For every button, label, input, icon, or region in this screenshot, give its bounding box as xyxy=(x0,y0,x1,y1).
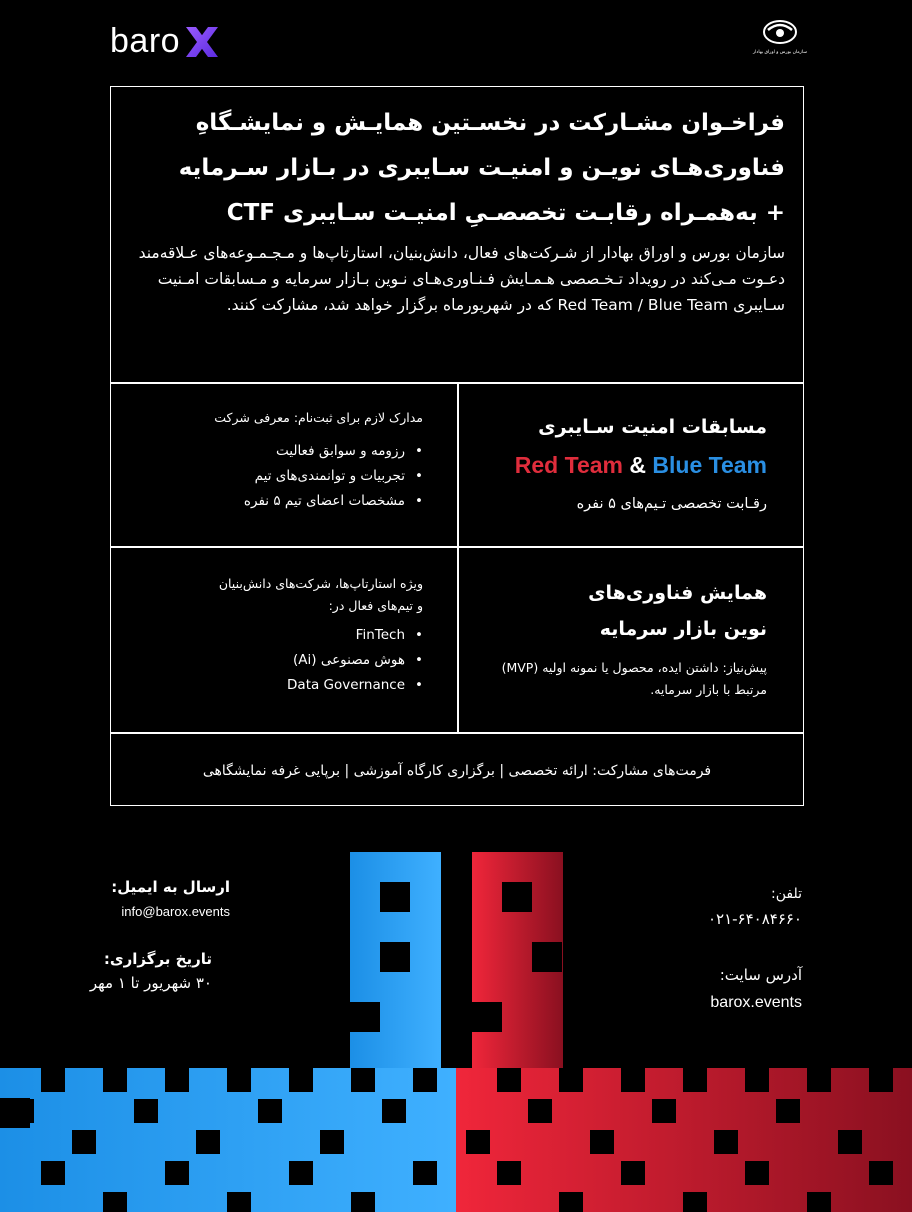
phone-block xyxy=(708,886,802,928)
pixel-block xyxy=(41,1068,65,1092)
list-item: • مشخصات اعضای تیم ۵ نفره xyxy=(129,489,423,514)
pixel-block xyxy=(196,1130,220,1154)
pixel-block xyxy=(289,1161,313,1185)
participation-formats: فرمت‌های مشارکت: ارائه تخصصی | برگزاری کارگاه آموزشی | برپایی غرفه نمایشگاهی xyxy=(202,763,712,779)
divider xyxy=(111,732,803,734)
seal-text: سازمان بورس و اوراق بهادار xyxy=(752,50,807,55)
pixel-block xyxy=(559,1192,583,1212)
info-box xyxy=(110,86,804,806)
pixel-block xyxy=(103,1192,127,1212)
pixel-block xyxy=(380,882,410,912)
pixel-block xyxy=(380,942,410,972)
pixel-block xyxy=(165,1161,189,1185)
red-team-label: Red Team xyxy=(514,452,623,478)
pixel-block xyxy=(472,1002,502,1032)
pixel-block xyxy=(714,1130,738,1154)
list-item: • رزومه و سوابق فعالیت xyxy=(129,439,423,464)
audience-list xyxy=(211,623,423,698)
conference-audience-cell xyxy=(211,573,423,698)
requirements-heading: مدارک لازم برای ثبت‌نام: معرفی شرکت xyxy=(214,410,423,425)
email-label: ارسال به ایمیل: xyxy=(111,878,230,896)
pixel-block xyxy=(776,1099,800,1123)
email-block xyxy=(111,878,230,919)
pixel-block xyxy=(227,1192,251,1212)
barox-logo xyxy=(110,22,220,61)
requirements-list xyxy=(129,439,423,514)
red-blue-team-label xyxy=(473,445,767,485)
ampersand: & xyxy=(629,452,646,478)
phone-label: تلفن: xyxy=(771,886,802,902)
ctf-cell xyxy=(473,409,767,517)
seal-emblem-icon xyxy=(760,18,800,46)
pixel-block xyxy=(134,1099,158,1123)
list-item: • تجربیات و توانمندی‌های تیم xyxy=(129,464,423,489)
pixel-block xyxy=(10,1099,34,1123)
pixel-block xyxy=(683,1192,707,1212)
pixel-block xyxy=(652,1099,676,1123)
pixel-block xyxy=(621,1068,645,1092)
pixel-block xyxy=(528,1099,552,1123)
pixel-block xyxy=(502,882,532,912)
pixel-block xyxy=(72,1130,96,1154)
pixel-block xyxy=(258,1099,282,1123)
email-link[interactable]: info@barox.events xyxy=(121,904,230,919)
pixel-block xyxy=(413,1068,437,1092)
pixel-block xyxy=(382,1099,406,1123)
pixel-block xyxy=(807,1192,831,1212)
ctf-title: مسابقات امنیت سـایبری xyxy=(538,416,767,438)
site-block xyxy=(710,966,802,1012)
pixel-block xyxy=(350,1002,380,1032)
conference-title-line-1: همایش فناوری‌های xyxy=(588,582,767,604)
pixel-block xyxy=(320,1130,344,1154)
list-item: • Data Governance xyxy=(211,673,423,698)
pixel-block xyxy=(466,1130,490,1154)
pixel-block xyxy=(497,1161,521,1185)
list-item: • هوش مصنوعی (Ai) xyxy=(211,648,423,673)
list-item: • FinTech xyxy=(211,623,423,648)
pixel-block xyxy=(559,1068,583,1092)
exchange-seal xyxy=(752,18,808,55)
phone-number[interactable]: ۰۲۱-۶۴۰۸۴۶۶۰ xyxy=(707,910,802,928)
date-block xyxy=(90,950,212,992)
pixel-block xyxy=(227,1068,251,1092)
pixel-block xyxy=(683,1068,707,1092)
pixel-block xyxy=(497,1068,521,1092)
pixel-block xyxy=(351,1068,375,1092)
conference-title-line-2: نوین بازار سرمایه xyxy=(599,618,767,640)
pixel-block xyxy=(869,1068,893,1092)
logo-x-icon xyxy=(184,25,220,59)
intro-section xyxy=(129,101,785,318)
date-label: تاریخ برگزاری: xyxy=(103,950,212,968)
red-pixel-tower xyxy=(456,852,912,1212)
site-label: آدرس سایت: xyxy=(719,966,802,984)
ctf-requirements-cell xyxy=(129,407,423,514)
headline-line-1: فراخـوان مشـارکت در نخسـتین همایـش و نمایشـگاهِ xyxy=(195,110,785,136)
pixel-block xyxy=(745,1161,769,1185)
headline-line-3: + به‌همـراه رقابـت تخصصـیِ امنیـت سـایبری CTF xyxy=(226,200,785,226)
logo-text: baro xyxy=(110,22,181,60)
headline-line-2: فناوری‌هـای نویـن و امنیـت سـایبری در بـازار سـرمایه xyxy=(178,155,785,181)
ctf-subtitle: رقـابت تخصصی تـیم‌های ۵ نفره xyxy=(576,496,767,512)
pixel-block xyxy=(532,942,562,972)
conference-prereq: پیش‌نیاز: داشتن ایده، محصول یا نمونه اولیه (MVP) مرتبط با بازار سرمایه. xyxy=(501,660,767,697)
pixel-block xyxy=(838,1130,862,1154)
intro-paragraph: سازمان بورس و اوراق بهادار از شـرکت‌های فعال، دانش‌بنیان، استارتاپ‌ها و مـجـمـوعه‌های عـلاقه‌مند دعـوت مـی‌کند در رویداد تـخـصصی هـمـایش فـنـاوری‌هـای نـوین بـازار سرمایه و مـسابقات امـنیت سـایبری Red Team / Blue Team که در شهریورماه برگزار خواهد شد، مشارکت کنند. xyxy=(138,244,785,314)
site-link[interactable]: barox.events xyxy=(710,994,802,1011)
event-date: ۳۰ شهریور تا ۱ مهر xyxy=(89,974,212,992)
audience-heading: ویژه استارتاپ‌ها، شرکت‌های دانش‌بنیان و تیم‌های فعال در: xyxy=(218,576,423,613)
pixel-block xyxy=(103,1068,127,1092)
pixel-block xyxy=(869,1161,893,1185)
divider xyxy=(457,382,459,732)
pixel-block xyxy=(351,1192,375,1212)
pixel-block xyxy=(807,1068,831,1092)
pixel-block xyxy=(590,1130,614,1154)
blue-team-label: Blue Team xyxy=(652,452,767,478)
conference-cell xyxy=(473,575,767,701)
pixel-block xyxy=(165,1068,189,1092)
pixel-block xyxy=(413,1161,437,1185)
pixel-block xyxy=(745,1068,769,1092)
pixel-block xyxy=(289,1068,313,1092)
pixel-block xyxy=(41,1161,65,1185)
pixel-block xyxy=(621,1161,645,1185)
